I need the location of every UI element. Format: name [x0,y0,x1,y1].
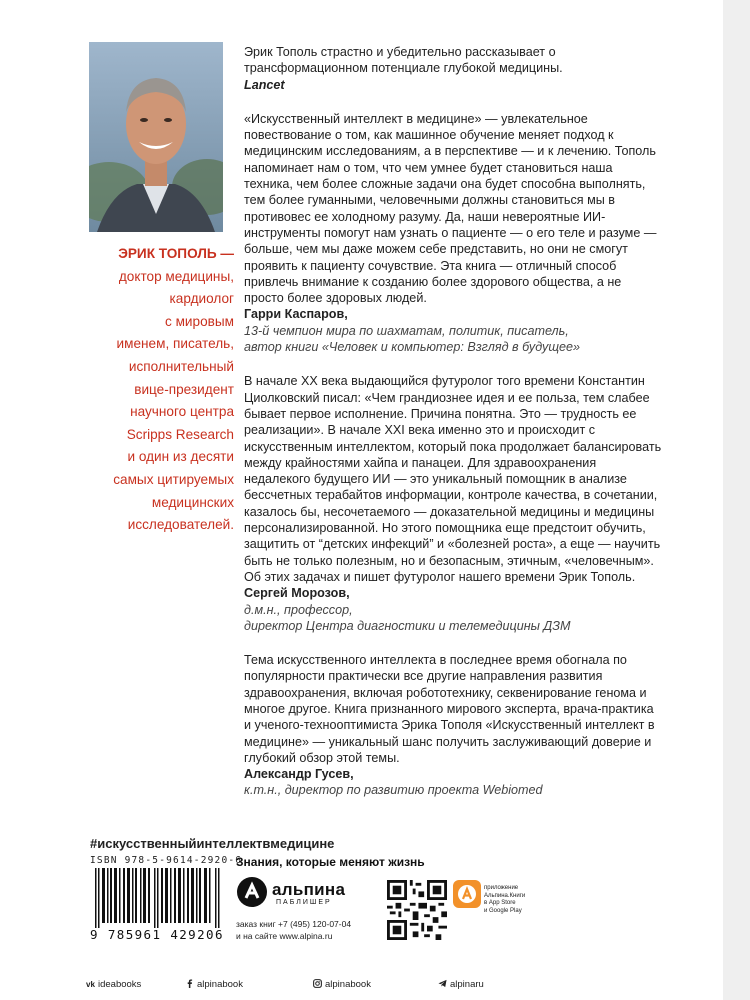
quote-text: В начале ХХ века выдающийся футуролог того времени Константин Циолковский писал: «Чем грандиознее идея и ее польза, тем слабее бывает первое исполнение. Причина понятна. Это — трудность ее реализации». В начале XXI века именно это и происходит с искусственным интеллектом, который пока продолжает балансировать между крайностями хайпа и панацеи. Для здравоохранения недалекого будущего ИИ — это уникальный помощник в анализе бессчетных терабайтов информации, контроле качества, в сочетании, казалось бы, несочетаемого — доказательной медицины и медицины персонализированной. Но этого помощника еще предстоит обучить, защитить от “детских инфекций” и «болезней роста», а еще — научить быть не только полезным, но и безопасным, этичным, «человечным». Об этих задачах и пишет футуролог нашего времени Эрик Тополь. [244,374,662,584]
bio-line: и один из десяти [127,449,234,465]
author-bio [89,243,234,537]
quote-author: Сергей Морозов, [244,586,350,601]
alpina-logo-icon [236,876,268,908]
bio-line: кардиолог [169,291,234,307]
quote-credentials: 13-й чемпион мира по шахматам, политик, писатель, автор книги «Человек и компьютер: Взгляд в будущее» [244,323,581,355]
bio-line: Scripps Research [126,426,234,442]
bio-line: научного центра [130,404,234,420]
order-info [236,918,351,942]
facebook-icon [185,979,194,988]
svg-text:vk: vk [86,980,95,988]
review-quotes [244,44,662,817]
publisher-logo [236,876,368,910]
app-store-info: приложение Альпина.Книги в App Store и Google Play [484,885,526,914]
quote-text: Тема искусственного интеллекта в последнее время обогнала по популярности практически все другие направления развития здравоохранения, включая робототехнику, секвенирование генома и многое другое. Книга признанного мирового эксперта, врача-практика и ученого-технооптимиста Эрика Тополя «Искусственный интеллект в медицине» — уникальный шанс получить заслуживающий доверие и глубокий обзор этой темы. [244,653,655,765]
social-instagram [313,979,371,990]
social-handle: alpinaru [450,979,484,990]
review-quote [244,652,662,799]
bio-line: с мировым [165,313,234,329]
social-telegram [438,979,484,990]
social-facebook [185,979,243,990]
quote-text: Эрик Тополь страстно и убедительно рассказывает о трансформационном потенциале глубокой медицины. [244,45,563,76]
telegram-icon [438,979,447,988]
quote-credentials: д.м.н., профессор, директор Центра диагностики и телемедицины ДЗМ [244,602,571,633]
social-handle: ideabooks [98,979,142,990]
quote-author: Александр Гусев, [244,767,354,782]
social-handle: alpinabook [325,979,371,990]
review-quote [244,373,662,634]
author-photo [89,42,223,232]
quote-author: Гарри Каспаров, [244,307,348,322]
alpina-books-app-icon [453,880,481,908]
bio-line: исполнительный [128,358,234,374]
quote-text: «Искусственный интеллект в медицине» — увлекательное повествование о том, как машинное обучение меняет подход к медицинским исследованиям, а в перспективе — и к лечению. Тополь напоминает нам о том, что чем умнее будет становиться наша техника, чем более сложные задачи она будет способна выполнять, тем более гуманными, человечными должны становиться мы в противовес ее холодному разуму. Да, наши невероятные ИИ-инструменты помогут нам узнать о пациенте — о его теле и разуме — больше, чем мы даже можем себе представить, но они не смогут проявить к пациенту сочувствие. Эта книга — отличный способ привлечь внимание к созданию более здорового общества, а не просто более здоровых людей. [244,111,657,306]
bio-line: именем, писатель, [116,336,234,352]
qr-code-icon [387,880,447,940]
quote-credentials: к.т.н., директор по развитию проекта Webiomed [244,783,543,798]
order-site: и на сайте www.alpina.ru [236,931,333,941]
barcode-icon [95,868,221,928]
bio-line: доктор медицины, [118,268,234,284]
bio-line: вице-президент [134,381,234,397]
instagram-icon [313,979,322,988]
barcode-digits: 9 785961 429206 [90,927,224,942]
bio-line: самых цитируемых [113,471,234,487]
order-phone: заказ книг +7 (495) 120-07-04 [236,919,352,929]
review-quote [244,111,662,355]
quote-author: Lancet [244,77,285,92]
publisher-tagline: Знания, которые меняют жизнь [236,855,425,869]
social-handle: alpinabook [197,979,243,990]
isbn-label: ISBN 978-5-9614-2920-6 [90,855,243,866]
logo-wordmark: альпина [272,880,346,899]
bio-line: медицинских [151,494,234,510]
page-edge [723,0,750,1000]
logo-subtitle: ПАБЛИШЕР [276,899,332,906]
social-vk [86,979,141,990]
vk-icon [86,979,95,988]
author-name: ЭРИК ТОПОЛЬ — [118,246,234,261]
hashtag: #искусственныйинтеллектвмедицине [90,836,335,851]
bio-line: исследователей. [127,517,234,533]
review-quote [244,44,662,93]
